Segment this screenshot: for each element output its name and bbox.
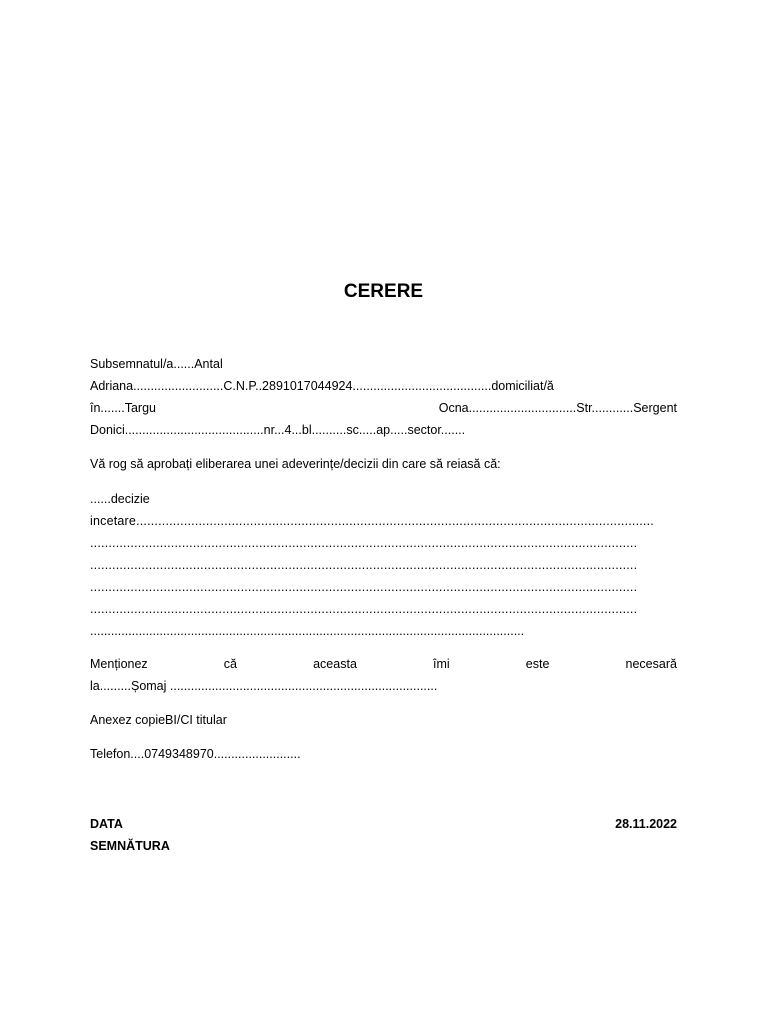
reason-block <box>90 488 677 642</box>
reason-line-6: ..................................................................................................................................................... <box>90 602 638 616</box>
purpose-word: că <box>223 657 237 671</box>
phone-paragraph <box>90 743 677 765</box>
request-paragraph <box>90 453 677 475</box>
identity-line-cnp: Adriana..........................C.N.P..2891017044924........................................domiciliat/ă <box>90 379 554 393</box>
reason-line-3: ..................................................................................................................................................... <box>90 536 638 550</box>
purpose-word: este <box>525 657 550 671</box>
reason-line-4: ..................................................................................................................................................... <box>90 558 638 572</box>
attachment-text: Anexez copieBI/CI titular <box>90 713 227 727</box>
identity-city-part1: în.......Targu <box>90 401 157 415</box>
identity-line-street: Donici........................................nr...4...bl..........sc.....ap.....sector....... <box>90 423 466 437</box>
purpose-line-2: la.........Șomaj ............................................................................. <box>90 679 438 693</box>
reason-line-7: ............................................................................................................................. <box>90 624 525 638</box>
document-page <box>90 0 677 1024</box>
footer-date-row <box>90 813 677 835</box>
purpose-block <box>90 653 677 697</box>
reason-line-1: ......decizie <box>90 492 150 506</box>
reason-line-2: incetare............................................................................................................................................. <box>90 514 654 528</box>
purpose-word: Menționez <box>90 657 148 671</box>
purpose-word: îmi <box>433 657 450 671</box>
purpose-line-1 <box>90 653 677 675</box>
identity-line-name: Subsemnatul/a......Antal <box>90 357 223 371</box>
phone-text: Telefon....0749348970......................... <box>90 747 301 761</box>
request-text: Vă rog să aprobați eliberarea unei adeverințe/decizii din care să reiasă că: <box>90 457 501 471</box>
footer-block <box>90 813 677 857</box>
identity-line-address <box>90 397 677 419</box>
identity-city-part2: Ocna...............................Str............Sergent <box>438 401 677 415</box>
date-value: 28.11.2022 <box>615 817 677 831</box>
purpose-word: necesară <box>625 657 677 671</box>
attachment-paragraph <box>90 709 677 731</box>
signature-label: SEMNĂTURA <box>90 839 170 853</box>
date-label: DATA <box>90 817 123 831</box>
purpose-word: aceasta <box>313 657 357 671</box>
document-title: CERERE <box>343 281 424 302</box>
identity-block <box>90 353 677 441</box>
reason-line-5: ..................................................................................................................................................... <box>90 580 638 594</box>
